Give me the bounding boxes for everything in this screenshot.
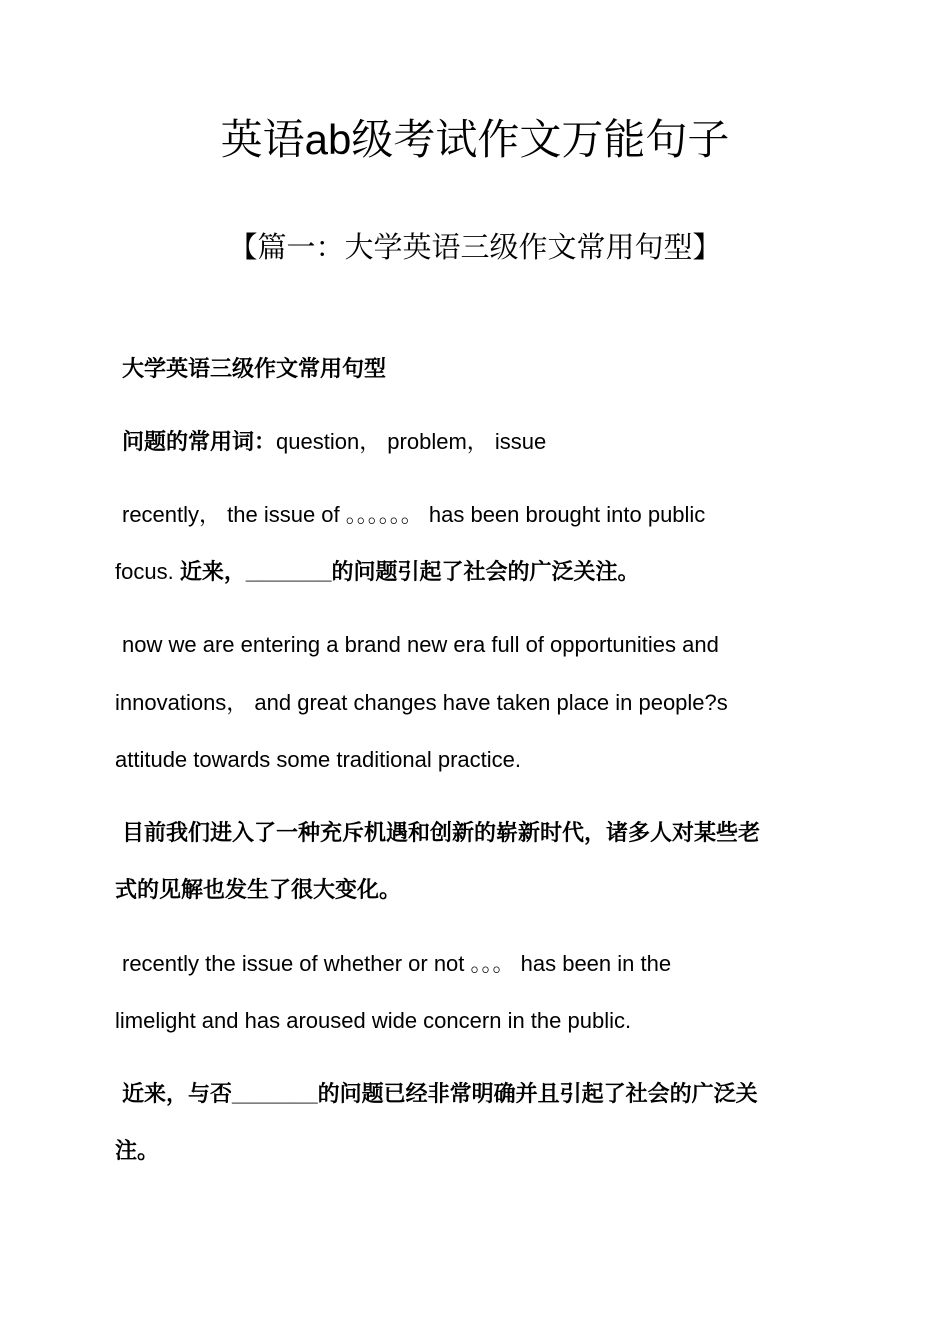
paragraph-question-words — [115, 413, 832, 470]
paragraph-6-line-2: 注。 — [115, 1138, 160, 1163]
paragraph-2-english: focus. — [115, 559, 180, 584]
paragraph-5-line-2: limelight and has aroused wide concern in the public. — [115, 1008, 632, 1033]
paragraph-4-line-1: 目前我们进入了一种充斥机遇和创新的崭新时代，诸多人对某些老 — [122, 820, 761, 845]
paragraph-3-line-1: now we are entering a brand new era full of opportunities and — [122, 632, 719, 657]
section-heading: 大学英语三级作文常用句型 — [122, 356, 387, 381]
paragraph-3-line-3: attitude towards some traditional practice. — [115, 747, 521, 772]
paragraph-4-line-2: 式的见解也发生了很大变化。 — [115, 877, 402, 902]
paragraph-2-line-2 — [115, 543, 825, 600]
question-words-text: question， problem， issue — [276, 429, 547, 454]
document-title: 英语ab级考试作文万能句子 — [220, 116, 730, 163]
paragraph-3-line-2: innovations， and great changes have taken place in people?s — [115, 690, 728, 715]
section-subtitle: 【篇一：大学英语三级作文常用句型】 — [228, 232, 722, 264]
question-words-label: 问题的常用词： — [122, 429, 277, 454]
paragraph-5-line-1: recently the issue of whether or not 。。。 has been in the — [122, 951, 672, 976]
paragraph-2-translation: 近来，_______的问题引起了社会的广泛关注。 — [179, 559, 640, 584]
paragraph-2-line-1: recently， the issue of 。。。。。。 has been brought into public — [122, 502, 706, 527]
paragraph-6-line-1: 近来，与否_______的问题已经非常明确并且引起了社会的广泛关 — [122, 1081, 758, 1106]
